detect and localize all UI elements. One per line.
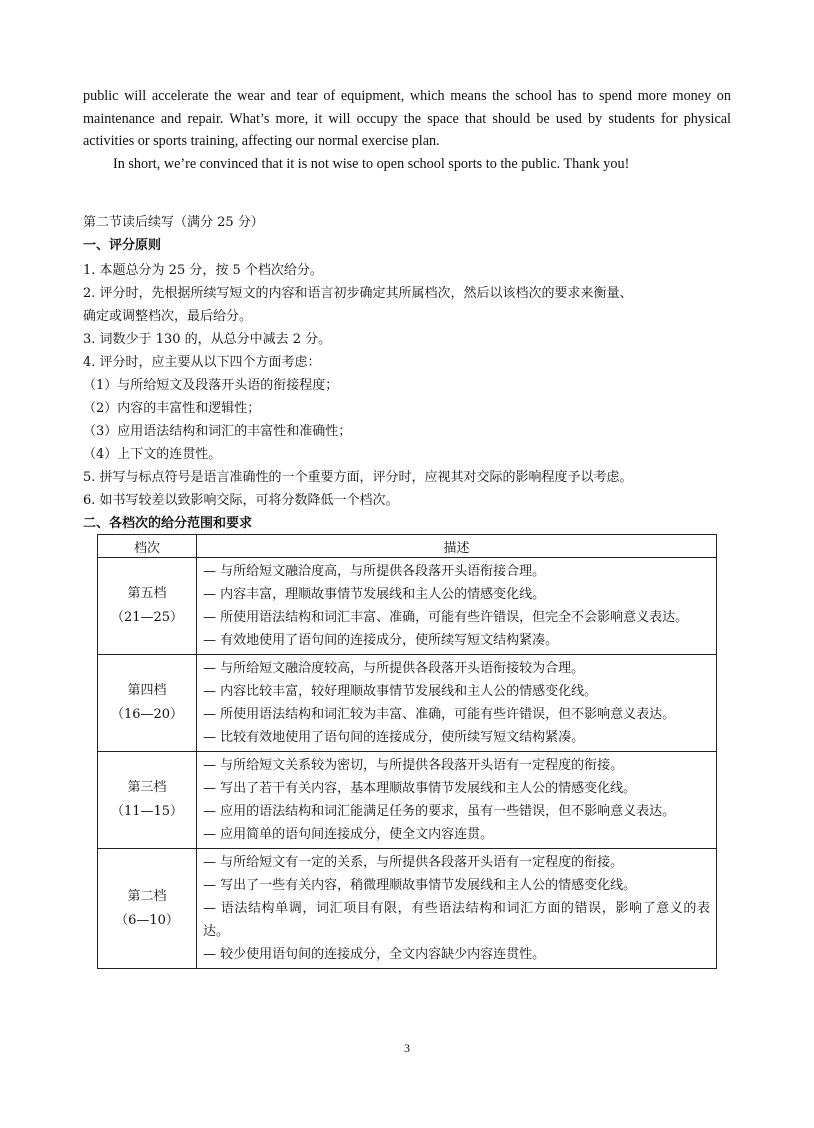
rule-line: （3）应用语法结构和词汇的丰富性和准确性； [83,424,352,439]
description-line: — 写出了若干有关内容，基本理顺故事情节发展线和主人公的情感变化线。 [203,781,637,796]
table-header-row [98,535,717,558]
english-passage [83,85,731,175]
rule-line: （1）与所给短文及段落开头语的衔接程度； [83,378,339,393]
description-column-header: 描述 [197,535,717,558]
rule-line: 1. 本题总分为 25 分，按 5 个档次给分。 [83,263,323,278]
table-row [98,849,717,969]
level-range: （21—25） [110,610,184,625]
description-cell [197,655,717,752]
principles-heading: 一、评分原则 [83,238,162,253]
rule-line: 2. 评分时，先根据所续写短文的内容和语言初步确定其所属档次，然后以该档次的要求来衡量、 [83,286,633,301]
level-range: （6—10） [115,912,179,928]
rule-line: 5. 拼写与标点符号是语言准确性的一个重要方面，评分时，应视其对交际的影响程度予以考虑。 [83,470,633,485]
level-name: 第二档 [127,888,167,904]
description-line: — 与所给短文融洽度较高，与所提供各段落开头语衔接较为合理。 [203,661,585,676]
table-row [98,752,717,849]
level-cell [98,849,197,969]
level-cell [98,752,197,849]
rule-line: （2）内容的丰富性和逻辑性； [83,401,261,416]
description-line: — 语法结构单调，词汇项目有限，有些语法结构和词汇方面的错误，影响了意义的表达。 [203,901,710,939]
description-cell [197,849,717,969]
description-line: — 与所给短文关系较为密切，与所提供各段落开头语有一定程度的衔接。 [203,758,624,773]
ranges-heading: 二、各档次的给分范围和要求 [83,516,253,531]
description-line: — 与所给短文融洽度高，与所提供各段落开头语衔接合理。 [203,564,546,579]
rule-line: 确定或调整档次，最后给分。 [83,309,253,324]
level-name: 第四档 [127,683,167,698]
table-row [98,558,717,655]
level-range: （16—20） [110,707,184,722]
rule-line: 4. 评分时，应主要从以下四个方面考虑： [83,355,321,370]
level-cell [98,558,197,655]
description-line: — 所使用语法结构和词汇丰富、准确，可能有些许错误，但完全不会影响意义表达。 [203,610,689,625]
table-row [98,655,717,752]
description-cell [197,558,717,655]
description-line: — 有效地使用了语句间的连接成分，使所续写短文结构紧凑。 [203,633,559,648]
description-line: — 内容丰富，理顺故事情节发展线和主人公的情感变化线。 [203,587,546,602]
description-cell [197,752,717,849]
level-name: 第三档 [127,780,167,795]
description-line: — 内容比较丰富，较好理顺故事情节发展线和主人公的情感变化线。 [203,684,598,699]
description-line: — 比较有效地使用了语句间的连接成分，使所续写短文结构紧凑。 [203,730,585,745]
description-line: — 应用的语法结构和词汇能满足任务的要求，虽有一些错误，但不影响意义表达。 [203,804,676,819]
rule-line: 3. 词数少于 130 的，从总分中减去 2 分。 [83,332,332,347]
rule-line: （4）上下文的连贯性。 [83,447,222,462]
level-range: （11—15） [110,804,184,819]
level-cell [98,655,197,752]
description-line: — 与所给短文有一定的关系，与所提供各段落开头语有一定程度的衔接。 [203,855,624,870]
section-title: 第二节读后续写（满分 25 分） [83,215,264,230]
level-column-header: 档次 [98,535,197,558]
description-line: — 较少使用语句间的连接成分，全文内容缺少内容连贯性。 [203,947,546,962]
scoring-table [97,534,717,969]
description-line: — 写出了一些有关内容，稍微理顺故事情节发展线和主人公的情感变化线。 [203,878,637,893]
page-number: 3 [404,1041,410,1055]
passage-closing: In short, we’re convinced that it is not wise to open school sports to the public. Thank you! [113,155,630,172]
level-name: 第五档 [127,586,167,601]
rule-line: 6. 如书写较差以致影响交际，可将分数降低一个档次。 [83,493,399,508]
description-line: — 应用简单的语句间连接成分，使全文内容连贯。 [203,827,494,842]
passage-paragraph: public will accelerate the wear and tear of equipment, which means the school has to spend more money on maintenance and repair. What’s more, it will occupy the space that should be used by students for physical activities or sports training, affecting our normal exercise plan. [83,88,731,149]
description-line: — 所使用语法结构和词汇较为丰富、准确，可能有些许错误，但不影响意义表达。 [203,707,676,722]
